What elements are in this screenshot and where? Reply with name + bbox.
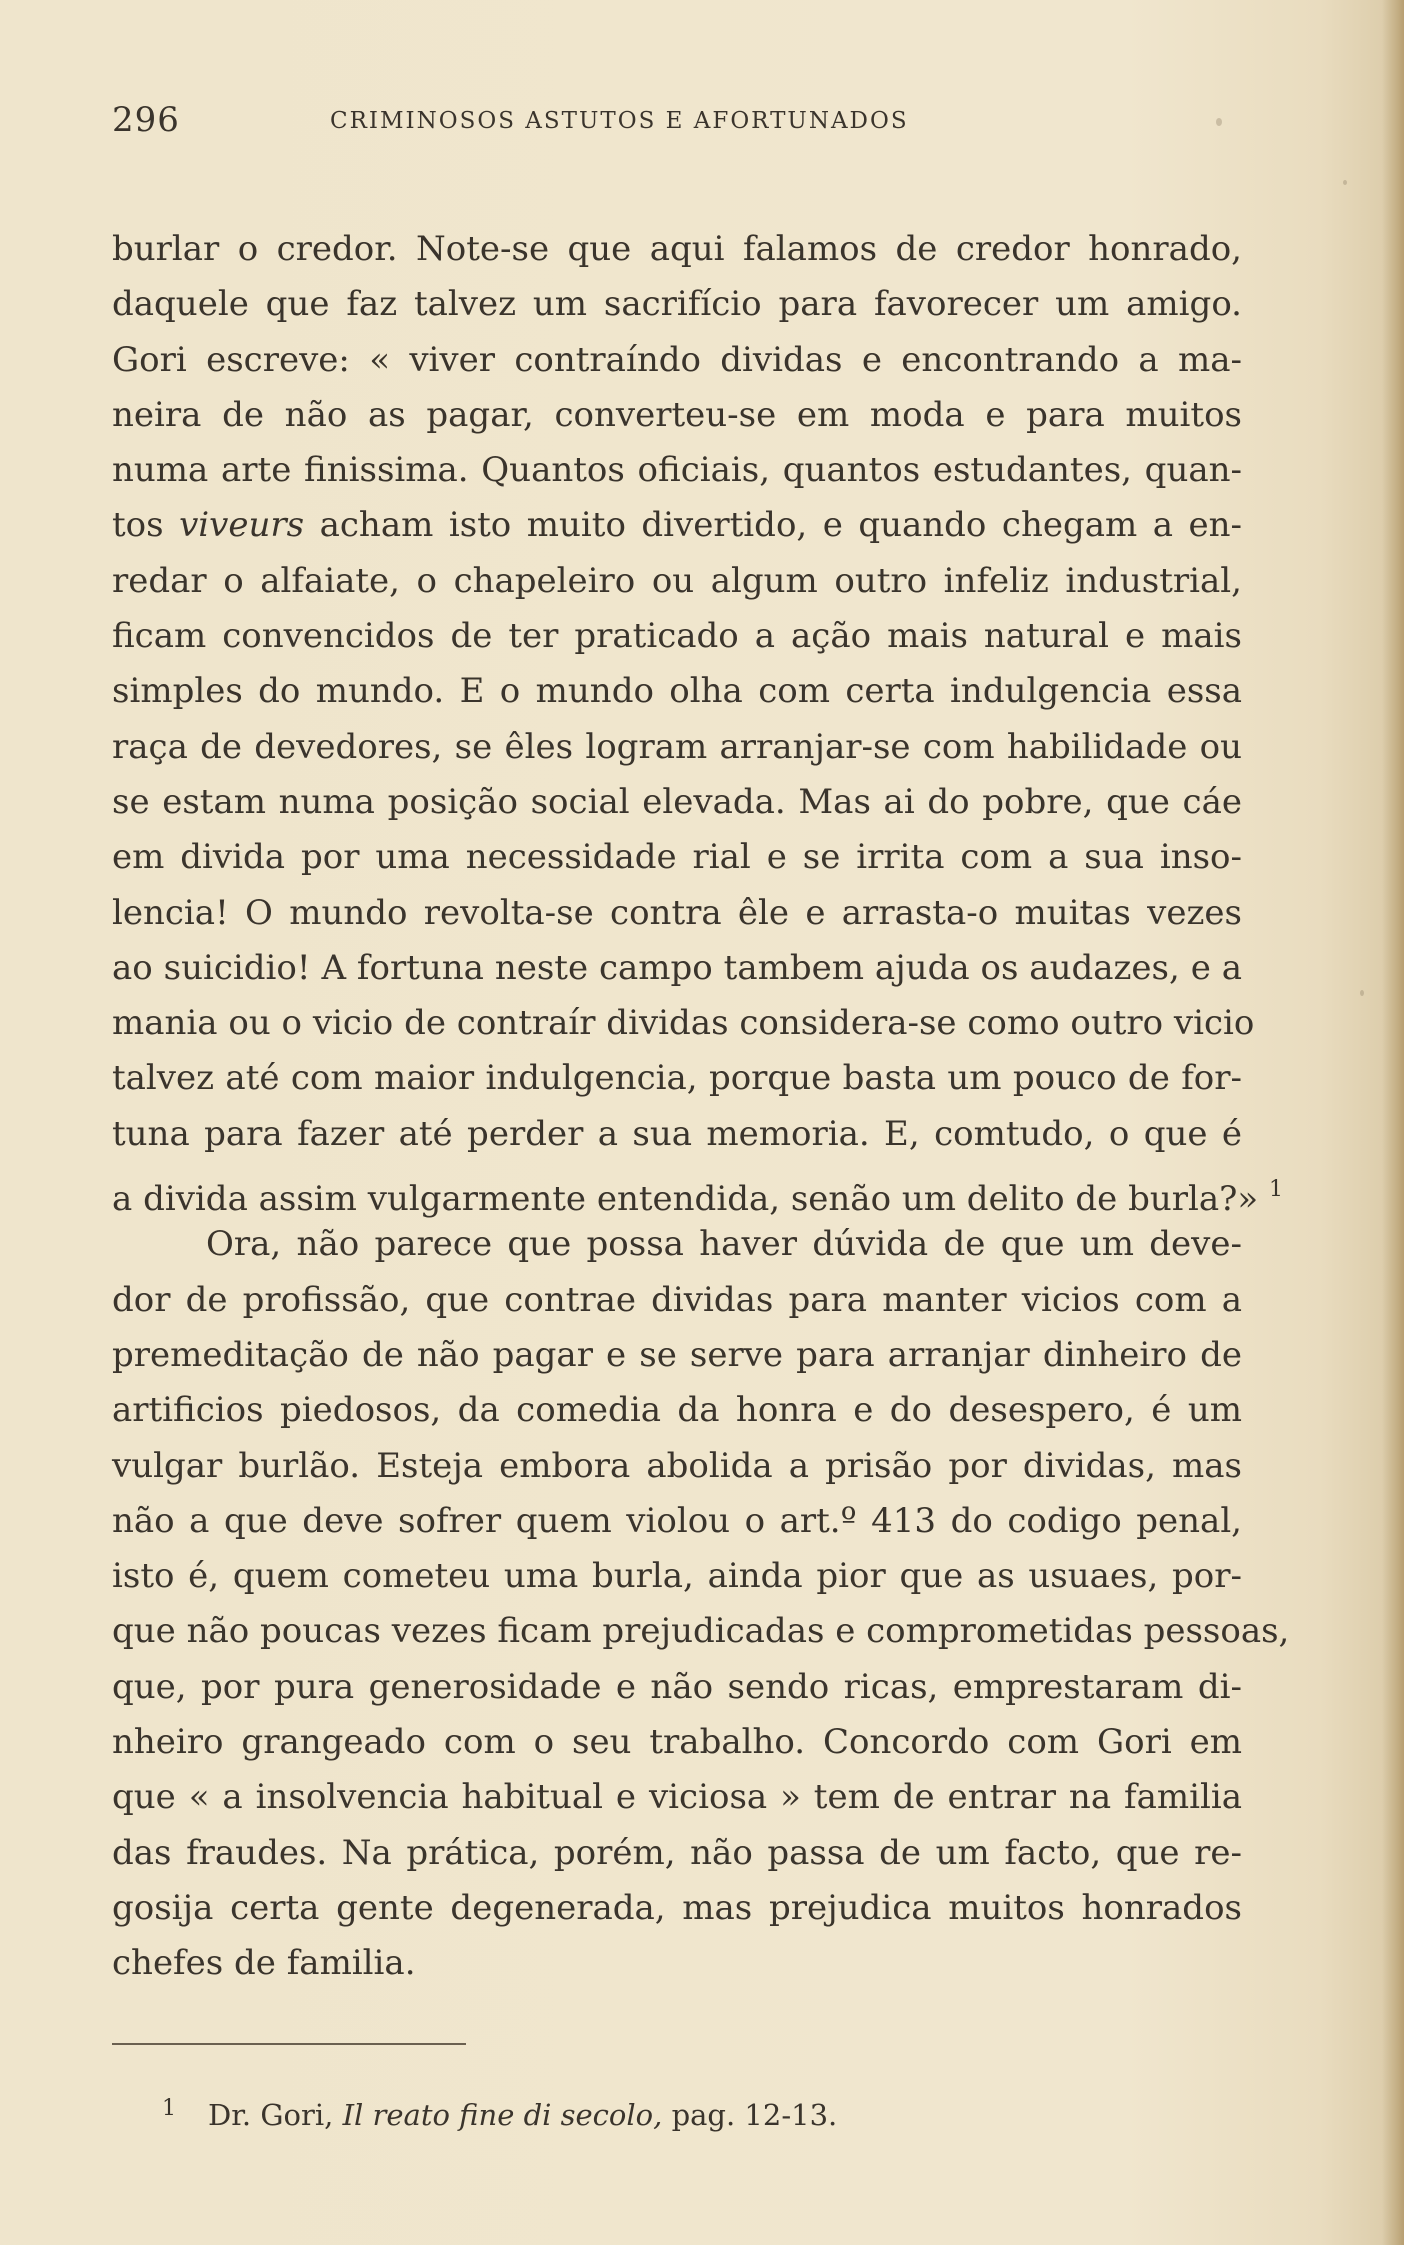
text-line: lencia! O mundo revolta-se contra êle e arrasta-o muitas vezes <box>112 892 1242 933</box>
text-line: numa arte finissima. Quantos oficiais, quantos estudantes, quan- <box>112 450 1242 491</box>
text-line: mania ou o vicio de contraír dividas considera-se como outro vicio <box>112 1003 1255 1044</box>
footnote-pages: pag. 12-13. <box>671 2098 838 2132</box>
footnote-separator <box>112 2043 466 2045</box>
text-line: tos viveurs acham isto muito divertido, e quando chegam a en- <box>112 505 1243 546</box>
running-title: CRIMINOSOS ASTUTOS E AFORTUNADOS <box>330 108 909 134</box>
text-line <box>112 1162 1283 1220</box>
text-line: simples do mundo. E o mundo olha com certa indulgencia essa <box>112 671 1242 712</box>
text-line: redar o alfaiate, o chapeleiro ou algum outro infeliz industrial, <box>112 560 1242 601</box>
footnote-reference[interactable]: 1 <box>1268 1177 1283 1203</box>
foreign-word: viveurs <box>179 505 305 546</box>
text-line: nheiro grangeado com o seu trabalho. Concordo com Gori em <box>112 1722 1242 1763</box>
text-line: das fraudes. Na prática, porém, não passa de um facto, que re- <box>112 1832 1242 1873</box>
paper-speck <box>1360 990 1364 996</box>
text-line: que « a insolvencia habitual e viciosa » tem de entrar na familia <box>112 1777 1242 1818</box>
text-line: tuna para fazer até perder a sua memoria. E, comtudo, o que é <box>112 1113 1242 1154</box>
page-header <box>112 100 1242 150</box>
text-line: raça de devedores, se êles logram arranjar-se com habilidade ou <box>112 726 1242 767</box>
text-line: se estam numa posição social elevada. Mas ai do pobre, que cáe <box>112 781 1242 822</box>
text-line: talvez até com maior indulgencia, porque basta um pouco de for- <box>112 1058 1242 1099</box>
text-line: não a que deve sofrer quem violou o art.º 413 do codigo penal, <box>112 1500 1242 1541</box>
paper-speck <box>1343 180 1347 185</box>
footnote-author: Dr. Gori, <box>208 2098 334 2132</box>
text-line: em divida por uma necessidade rial e se irrita com a sua inso- <box>112 837 1242 878</box>
text-line: daquele que faz talvez um sacrifício para favorecer um amigo. <box>112 284 1242 325</box>
footnote-marker: 1 <box>162 2096 176 2121</box>
text-line: vulgar burlão. Esteja embora abolida a prisão por dividas, mas <box>112 1445 1242 1486</box>
body-text <box>112 222 1290 1992</box>
text-line: neira de não as pagar, converteu-se em moda e para muitos <box>112 394 1242 435</box>
text-line: artificios piedosos, da comedia da honra e do desespero, é um <box>112 1390 1242 1431</box>
text-line: premeditação de não pagar e se serve para arranjar dinheiro de <box>112 1334 1242 1375</box>
text-line: Ora, não parece que possa haver dúvida de que um deve- <box>206 1224 1242 1265</box>
text-line: Gori escreve: « viver contraíndo dividas e encontrando a ma- <box>112 339 1242 380</box>
text-line: que, por pura generosidade e não sendo ricas, emprestaram di- <box>112 1666 1242 1707</box>
page-number: 296 <box>112 100 180 140</box>
text-line: isto é, quem cometeu uma burla, ainda pior que as usuaes, por- <box>112 1556 1242 1597</box>
footnote <box>162 2096 838 2132</box>
text-line: burlar o credor. Note-se que aqui falamos de credor honrado, <box>112 229 1242 269</box>
footnote-work-title: Il reato fine di secolo, <box>342 2098 663 2132</box>
text-line: dor de profissão, que contrae dividas para manter vicios com a <box>112 1279 1242 1320</box>
text-line: ao suicidio! A fortuna neste campo tambem ajuda os audazes, e a <box>112 947 1242 988</box>
paper-speck <box>1216 118 1222 126</box>
text-line: que não poucas vezes ficam prejudicadas e comprometidas pessoas, <box>112 1611 1290 1652</box>
text-line: gosija certa gente degenerada, mas prejudica muitos honrados <box>112 1887 1242 1928</box>
text-line: chefes de familia. <box>112 1943 416 1984</box>
text-line-content: a divida assim vulgarmente entendida, senão um delito de burla?» <box>112 1179 1259 1220</box>
text-line: ficam convencidos de ter praticado a ação mais natural e mais <box>112 616 1242 657</box>
page-edge-shadow <box>1382 0 1404 2245</box>
